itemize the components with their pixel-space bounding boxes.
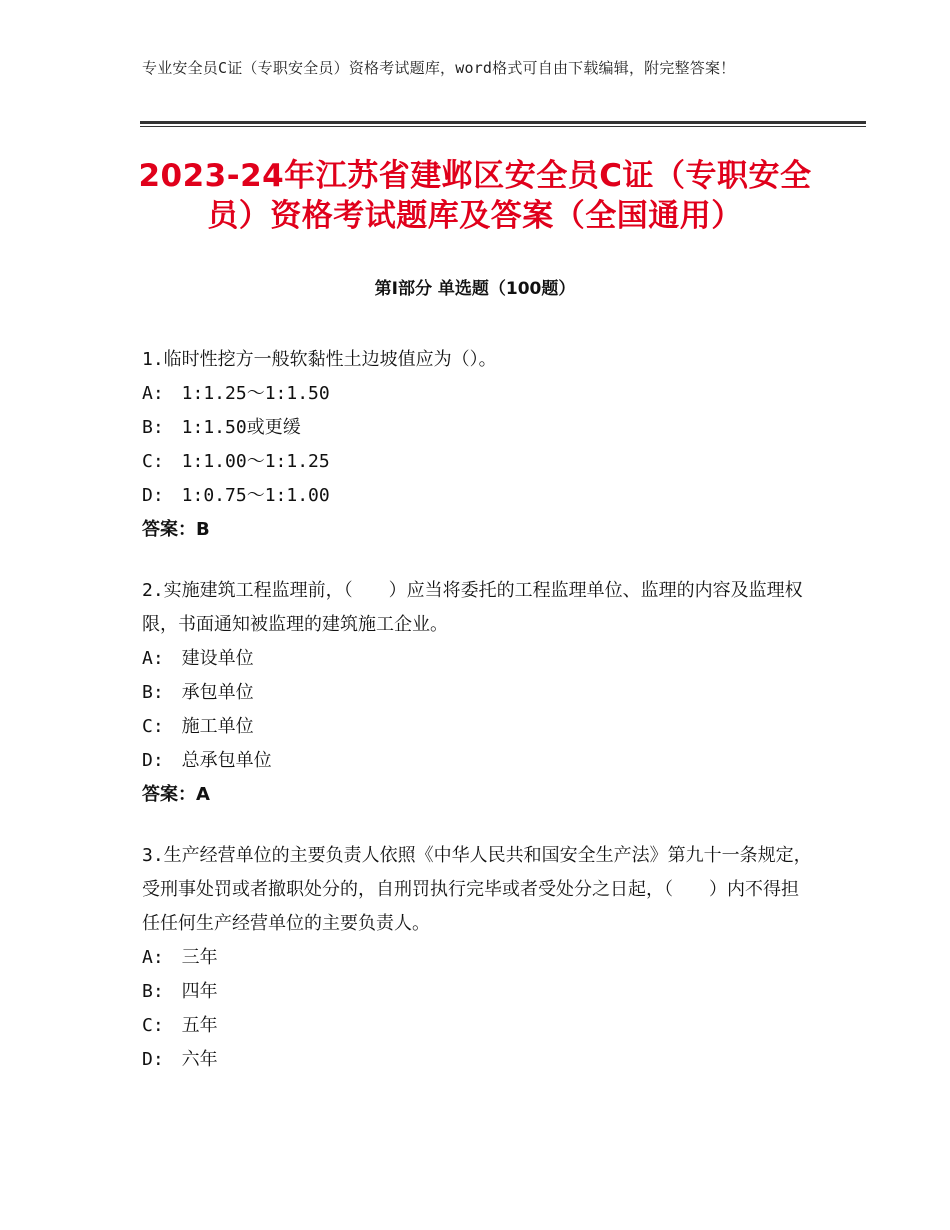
option-b: B: 1:1.50或更缓	[142, 417, 301, 438]
option-c: C: 五年	[142, 1015, 218, 1036]
option-d: D: 六年	[142, 1049, 218, 1070]
option-a: A: 三年	[142, 947, 218, 968]
question-stem: 2.实施建筑工程监理前，（ ）应当将委托的工程监理单位、监理的内容及监理权限，书面通知被监理的建筑施工企业。	[142, 580, 803, 635]
option-a: A: 1:1.25～1:1.50	[142, 383, 330, 404]
question-2	[142, 574, 812, 812]
option-b: B: 承包单位	[142, 682, 254, 703]
option-d: D: 总承包单位	[142, 750, 272, 771]
document-title: 2023-24年江苏省建邺区安全员C证（专职安全员）资格考试题库及答案（全国通用）	[138, 158, 812, 234]
question-stem: 1.临时性挖方一般软黏性土边坡值应为（）。	[142, 349, 497, 370]
section-title: 第Ⅰ部分 单选题（100题）	[374, 279, 576, 299]
question-list	[142, 343, 812, 1104]
question-stem: 3.生产经营单位的主要负责人依照《中华人民共和国安全生产法》第九十一条规定，受刑事处罚或者撤职处分的，自刑罚执行完毕或者受处分之日起，（ ）内不得担任任何生产经营单位的主要负责人。	[142, 845, 812, 934]
answer-line: 答案：A	[142, 784, 210, 805]
option-c: C: 1:1.00～1:1.25	[142, 451, 330, 472]
option-c: C: 施工单位	[142, 716, 254, 737]
header-rule-thick	[140, 121, 866, 124]
question-3	[142, 839, 812, 1077]
question-1	[142, 343, 812, 547]
option-d: D: 1:0.75～1:1.00	[142, 485, 330, 506]
answer-line: 答案：B	[142, 519, 210, 540]
option-b: B: 四年	[142, 981, 218, 1002]
header-note: 专业安全员C证（专职安全员）资格考试题库，word格式可自由下载编辑，附完整答案！	[142, 59, 736, 77]
header-rule-thin	[140, 126, 866, 127]
option-a: A: 建设单位	[142, 648, 254, 669]
